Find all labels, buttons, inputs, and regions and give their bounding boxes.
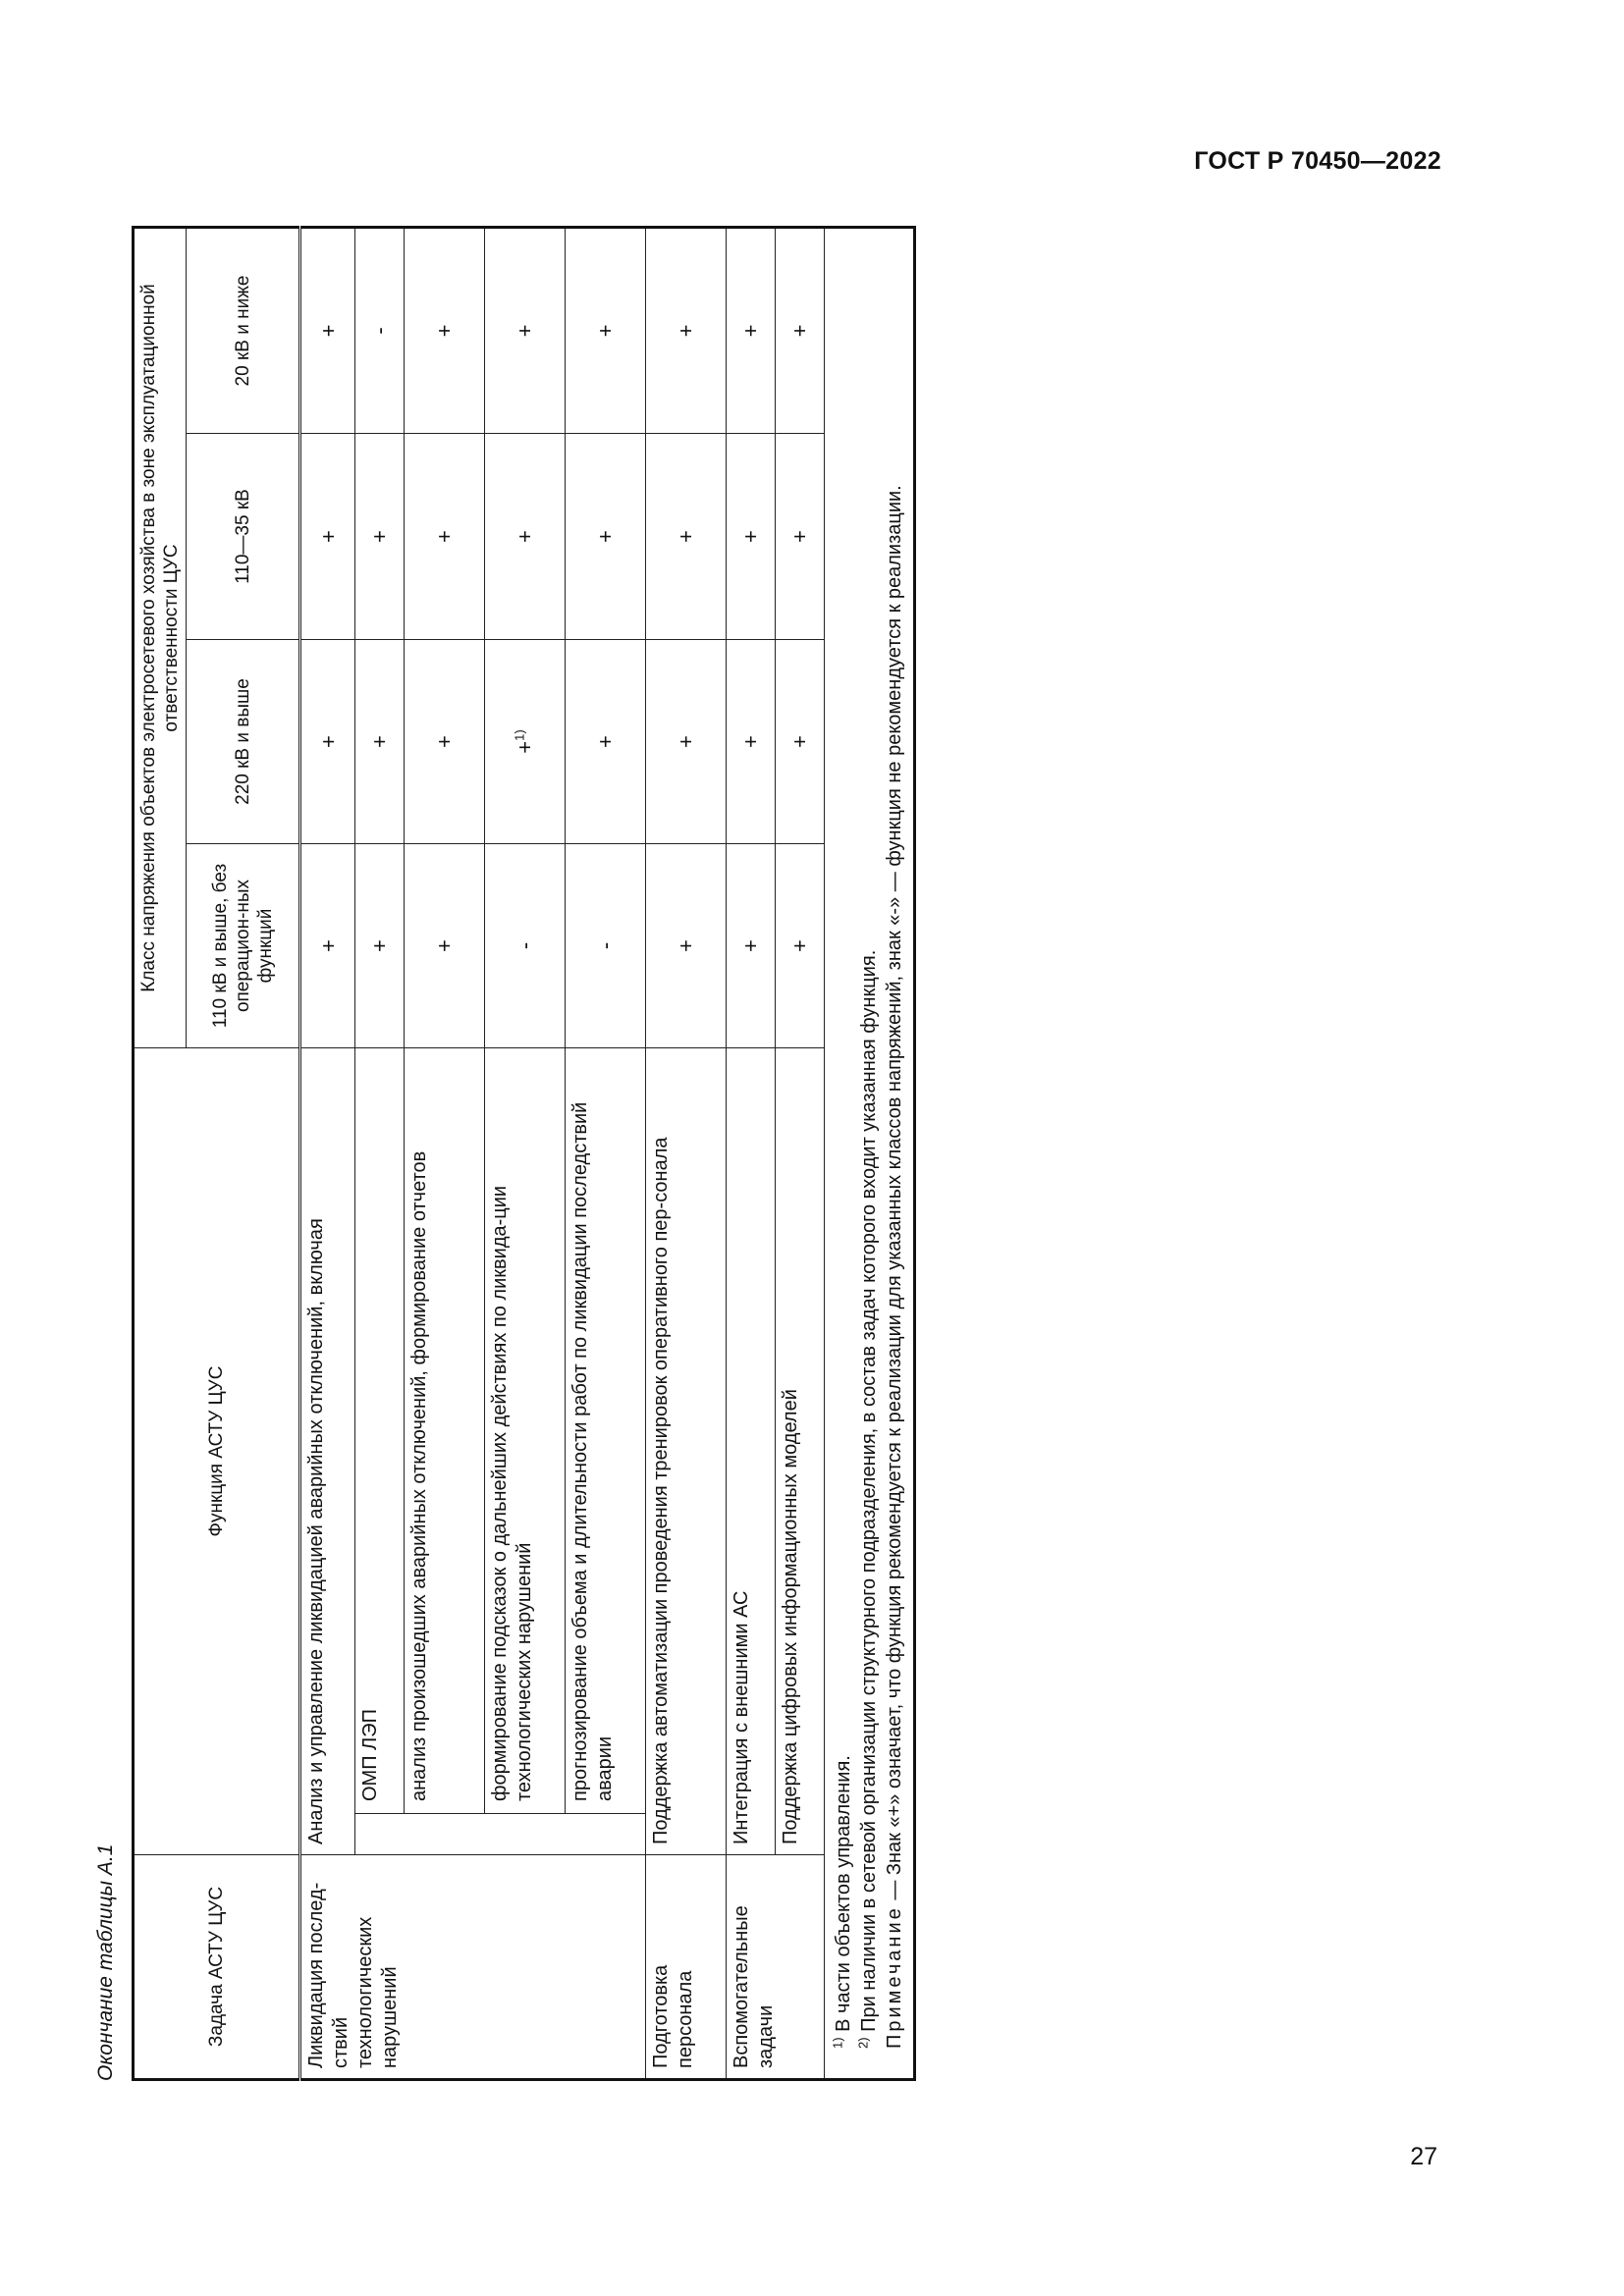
- mark-cell: +: [355, 434, 405, 640]
- mark-cell-footnoted: [485, 640, 566, 844]
- header-v3: 110—35 кВ: [187, 434, 300, 640]
- mark-cell: +: [776, 434, 825, 640]
- header-v1: 110 кВ и выше, без операцион-ных функций: [187, 844, 300, 1048]
- mark-cell: +: [300, 640, 355, 844]
- mark-cell: +: [405, 434, 485, 640]
- mark-cell: +: [566, 640, 646, 844]
- mark-cell: +: [405, 640, 485, 844]
- footnote-ref: 1): [512, 729, 527, 741]
- task-cell: Вспомогательные задачи: [727, 1855, 825, 2080]
- table-row: [727, 227, 776, 2079]
- header-function: Функция АСТУ ЦУС: [134, 1048, 300, 1855]
- function-cell: Интеграция с внешними АС: [727, 1048, 776, 1855]
- mark-cell: +: [776, 844, 825, 1048]
- task-cell: Ликвидация послед-ствий технологических нарушений: [300, 1855, 646, 2080]
- mark-value: +: [513, 740, 537, 754]
- footnote-1: $^{1)}$ В части объектов управления.: [830, 1755, 854, 2049]
- mark-cell: +: [300, 844, 355, 1048]
- table-caption: Окончание таблицы А.1: [94, 1843, 117, 2081]
- notes-row: [825, 227, 915, 2079]
- function-cell: Анализ и управление ликвидацией аварийных отключений, включая: [300, 1048, 355, 1855]
- indent-cell: [355, 1814, 646, 1855]
- page-number: 27: [1410, 2143, 1437, 2170]
- mark-cell: +: [727, 640, 776, 844]
- table-row: [485, 227, 566, 2079]
- mark-cell: -: [485, 844, 566, 1048]
- mark-cell: +: [646, 844, 727, 1048]
- mark-cell: +: [485, 227, 566, 433]
- table-row: [646, 227, 727, 2079]
- function-cell: ОМП ЛЭП: [355, 1048, 405, 1814]
- table-row: [300, 227, 355, 2079]
- document-id: ГОСТ Р 70450—2022: [1194, 147, 1441, 175]
- function-cell: Поддержка автоматизации проведения тренировок оперативного пер-сонала: [646, 1048, 727, 1855]
- mark-cell: +: [776, 227, 825, 433]
- function-cell: анализ произошедших аварийных отключений, формирование отчетов: [405, 1048, 485, 1814]
- mark-cell: +: [300, 434, 355, 640]
- mark-cell: +: [646, 640, 727, 844]
- function-cell: прогнозирование объема и длительности работ по ликвидации последствий аварии: [566, 1048, 646, 1814]
- mark-cell: +: [727, 434, 776, 640]
- table-row: [405, 227, 485, 2079]
- rotated-table-region: [92, 191, 961, 2086]
- mark-cell: -: [566, 844, 646, 1048]
- note-text: — Знак «+» означает, что функция рекомендуется к реализации для указанных классов напряжений, знак «-» — функция не рекомендуется к реализации.: [884, 485, 905, 1900]
- header-v2: 220 кВ и выше: [187, 640, 300, 844]
- table-row: [566, 227, 646, 2079]
- mark-cell: +: [300, 227, 355, 433]
- mark-cell: +: [405, 844, 485, 1048]
- mark-cell: +: [355, 844, 405, 1048]
- table-row: [776, 227, 825, 2079]
- mark-cell: +: [646, 227, 727, 433]
- header-voltage-group: Класс напряжения объектов электросетевого хозяйства в зоне эксплуатационной ответственности ЦУС: [134, 227, 187, 1047]
- mark-cell: +: [566, 434, 646, 640]
- functions-table: [132, 226, 916, 2081]
- header-task: Задача АСТУ ЦУС: [134, 1855, 300, 2080]
- mark-cell: +: [776, 640, 825, 844]
- function-cell: Поддержка цифровых информационных моделей: [776, 1048, 825, 1855]
- table-note: [882, 239, 907, 2068]
- mark-cell: -: [355, 227, 405, 433]
- mark-cell: +: [485, 434, 566, 640]
- header-v4: 20 кВ и ниже: [187, 227, 300, 433]
- footnote-2: $^{2)}$ При наличии в сетевой организации структурного подразделения, в состав задач которого входит указанная функция.: [855, 949, 880, 2049]
- function-cell: формирование подсказок о дальнейших действиях по ликвида-ции технологических нарушений: [485, 1048, 566, 1814]
- table-row: [355, 227, 405, 2079]
- mark-cell: +: [727, 227, 776, 433]
- mark-cell: +: [355, 640, 405, 844]
- mark-cell: +: [566, 227, 646, 433]
- mark-cell: +: [646, 434, 727, 640]
- task-cell: Подготовка персонала: [646, 1855, 727, 2080]
- note-label: Примечание: [884, 1905, 905, 2049]
- mark-cell: +: [727, 844, 776, 1048]
- table-notes: [825, 227, 915, 2079]
- mark-cell: +: [405, 227, 485, 433]
